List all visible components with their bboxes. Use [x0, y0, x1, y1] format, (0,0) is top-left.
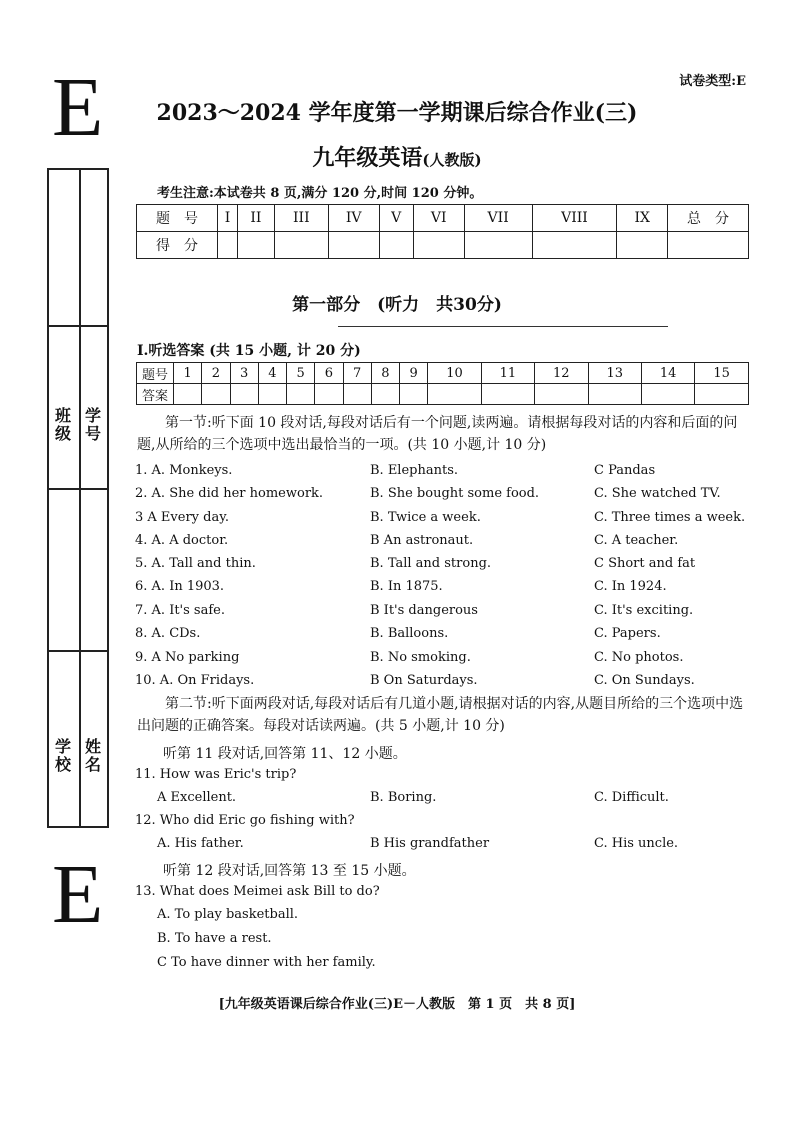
score-cell[interactable]: [218, 232, 238, 259]
answer-number: 14: [641, 363, 694, 384]
answer-number: 5: [287, 363, 315, 384]
score-cell[interactable]: [379, 232, 413, 259]
answer-cell[interactable]: [695, 384, 749, 405]
answer-header-label: 题号: [137, 363, 174, 384]
answer-cell[interactable]: [371, 384, 399, 405]
question-option-c: C. It's exciting.: [594, 603, 694, 618]
question-option-c: C. No photos.: [594, 650, 684, 665]
score-header-cell: VIII: [532, 205, 617, 232]
question-option-c: C. On Sundays.: [594, 673, 695, 688]
answer-cell[interactable]: [400, 384, 428, 405]
answer-number: 6: [315, 363, 343, 384]
answer-number: 11: [481, 363, 534, 384]
edition-label: (人教版): [422, 151, 482, 169]
page-title: 2023～2024 学年度第一学期课后综合作业(三): [156, 100, 638, 126]
answer-number: 2: [202, 363, 230, 384]
answer-cell[interactable]: [174, 384, 202, 405]
answer-cell[interactable]: [315, 384, 343, 405]
student-number-label: 学号: [84, 406, 101, 444]
answer-number: 1: [174, 363, 202, 384]
paper-type-letter-top: E: [52, 61, 104, 154]
question-option-b: B. She bought some food.: [370, 486, 540, 501]
answer-cell[interactable]: [202, 384, 230, 405]
answer-table: [136, 362, 749, 405]
score-header-cell: II: [237, 205, 274, 232]
score-header-cell: IV: [328, 205, 379, 232]
question-option-a: 1. A. Monkeys.: [135, 463, 233, 478]
score-cell[interactable]: [274, 232, 328, 259]
question-option-c: C. She watched TV.: [594, 486, 721, 501]
answer-cell[interactable]: [258, 384, 286, 405]
question-option-a: 10. A. On Fridays.: [135, 673, 255, 688]
exam-notice: 考生注意:本试卷共 8 页,满分 120 分,时间 120 分钟。: [157, 186, 483, 201]
score-header-cell: 总 分: [668, 205, 749, 232]
question-13-stem: 13. What does Meimei ask Bill to do?: [135, 884, 380, 899]
answer-number: 15: [695, 363, 749, 384]
question-option-b: B. In 1875.: [370, 579, 443, 594]
question-option-b: B An astronaut.: [370, 533, 474, 548]
answer-cell[interactable]: [287, 384, 315, 405]
answer-row-label: 答案: [137, 384, 174, 405]
school-label: 学校: [54, 737, 71, 775]
score-cell[interactable]: [464, 232, 532, 259]
part1-instruction: 第一节:听下面 10 段对话,每段对话后有一个问题,读两遍。请根据每段对话的内容和后面的问题,从所给的三个选项中选出最恰当的一项。(共 10 小题,计 10 分): [137, 415, 738, 453]
question-option-a: 2. A. She did her homework.: [135, 486, 324, 501]
question-12-stem: 12. Who did Eric go fishing with?: [135, 813, 355, 828]
score-header-cell: I: [218, 205, 238, 232]
score-cell[interactable]: [532, 232, 617, 259]
question-option-c: C. Difficult.: [594, 790, 669, 805]
question-option-a: 5. A. Tall and thin.: [135, 556, 256, 571]
score-table: [136, 204, 749, 259]
subject-label: 九年级英语: [312, 145, 423, 171]
answer-number: 12: [535, 363, 588, 384]
score-cell[interactable]: [413, 232, 464, 259]
page-footer: [九年级英语课后综合作业(三)E－人教版 第 1 页 共 8 页]: [218, 997, 576, 1012]
answer-number: 10: [428, 363, 481, 384]
question-option-c: C. A teacher.: [594, 533, 679, 548]
score-row-label: 得 分: [137, 232, 218, 259]
answer-number: 4: [258, 363, 286, 384]
question-option-b: B. To have a rest.: [157, 931, 272, 946]
paper-type-label: 试卷类型:E: [679, 74, 746, 89]
question-option-b: B. Elephants.: [370, 463, 459, 478]
question-option-c: C Short and fat: [594, 556, 696, 571]
question-option-b: B. Balloons.: [370, 626, 449, 641]
answer-number: 9: [400, 363, 428, 384]
answer-number: 3: [230, 363, 258, 384]
dialog-11-note: 听第 11 段对话,回答第 11、12 小题。: [163, 746, 407, 762]
question-option-a: 4. A. A doctor.: [135, 533, 229, 548]
score-header-cell: 题 号: [137, 205, 218, 232]
question-option-b: B. Boring.: [370, 790, 437, 805]
question-option-a: A. His father.: [157, 836, 244, 851]
score-cell[interactable]: [328, 232, 379, 259]
question-option-a: A. To play basketball.: [157, 907, 299, 922]
section-title: I.听选答案 (共 15 小题, 计 20 分): [137, 343, 361, 359]
answer-cell[interactable]: [588, 384, 641, 405]
answer-cell[interactable]: [481, 384, 534, 405]
question-option-c: C. His uncle.: [594, 836, 679, 851]
divider-line: [338, 326, 668, 327]
answer-cell[interactable]: [428, 384, 481, 405]
question-option-a: 8. A. CDs.: [135, 626, 201, 641]
score-header-cell: IX: [617, 205, 668, 232]
question-option-b: B. Tall and strong.: [370, 556, 492, 571]
question-option-b: B His grandfather: [370, 836, 490, 851]
student-info-box: [47, 168, 109, 828]
score-header-cell: III: [274, 205, 328, 232]
answer-cell[interactable]: [535, 384, 588, 405]
answer-cell[interactable]: [230, 384, 258, 405]
question-option-b: B. No smoking.: [370, 650, 471, 665]
question-option-c: C. Three times a week.: [594, 510, 746, 525]
question-option-a: 9. A No parking: [135, 650, 240, 665]
score-header-cell: V: [379, 205, 413, 232]
part-title: 第一部分 (听力 共30分): [292, 295, 502, 315]
question-option-a: 3 A Every day.: [135, 510, 229, 525]
answer-cell[interactable]: [343, 384, 371, 405]
class-label: 班级: [54, 406, 71, 444]
score-cell[interactable]: [668, 232, 749, 259]
paper-type-letter-bottom: E: [52, 848, 104, 941]
score-header-cell: VI: [413, 205, 464, 232]
question-option-b: B. Twice a week.: [370, 510, 481, 525]
score-cell[interactable]: [617, 232, 668, 259]
question-option-a: 7. A. It's safe.: [135, 603, 225, 618]
question-option-c: C. In 1924.: [594, 579, 667, 594]
question-option-c: C To have dinner with her family.: [157, 955, 376, 970]
question-option-b: B It's dangerous: [370, 603, 478, 618]
score-cell[interactable]: [237, 232, 274, 259]
answer-number: 8: [371, 363, 399, 384]
name-label: 姓名: [84, 737, 101, 775]
answer-cell[interactable]: [641, 384, 694, 405]
question-option-a: 6. A. In 1903.: [135, 579, 225, 594]
page-subtitle: [0, 141, 794, 172]
answer-number: 13: [588, 363, 641, 384]
answer-number: 7: [343, 363, 371, 384]
question-11-stem: 11. How was Eric's trip?: [135, 767, 297, 782]
question-option-b: B On Saturdays.: [370, 673, 478, 688]
question-option-c: C Pandas: [594, 463, 656, 478]
question-option-c: C. Papers.: [594, 626, 661, 641]
part2-instruction: 第二节:听下面两段对话,每段对话后有几道小题,请根据对话的内容,从题目所给的三个选项中选出问题的正确答案。每段对话读两遍。(共 5 小题,计 10 分): [137, 696, 744, 734]
score-header-cell: VII: [464, 205, 532, 232]
dialog-12-note: 听第 12 段对话,回答第 13 至 15 小题。: [163, 863, 416, 879]
question-option-a: A Excellent.: [157, 790, 237, 805]
